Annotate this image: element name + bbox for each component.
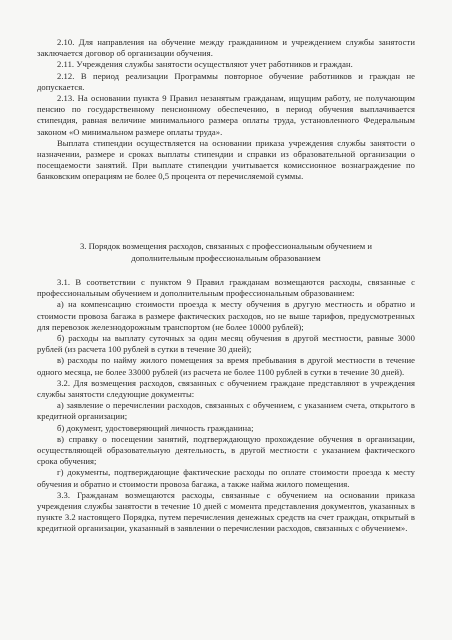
- paragraph-3-2-c: в) справку о посещении занятий, подтверждающую прохождение обучения в организации, осуществляющей образовательную деятельность, в другой местности с указанием фактического срока обучения;: [37, 433, 415, 467]
- paragraph-2-11: 2.11. Учреждения службы занятости осуществляют учет работников и граждан.: [57, 59, 353, 70]
- section-3-heading-line-1: 3. Порядок возмещения расходов, связанных с профессиональным обучением и: [80, 241, 372, 251]
- paragraph-3-2-a: а) заявление о перечислении расходов, связанных с обучением, с указанием счета, открытого в кредитной организации;: [37, 400, 415, 422]
- paragraph-3-1-b: б) расходы на выплату суточных за один месяц обучения в другой местности, равные 3000 рублей (из расчета 100 рублей в сутки в течение 30 дней);: [37, 333, 415, 355]
- section-3-heading: [40, 241, 412, 264]
- paragraph-3-1-c: в) расходы по найму жилого помещения за время пребывания в другой местности в течение одного месяца, не более 33000 рублей (из расчета не более 1100 рублей в сутки в течение 30 дней).: [37, 355, 415, 377]
- paragraph-3-2: 3.2. Для возмещения расходов, связанных с обучением граждане представляют в учреждения службы занятости следующие документы:: [37, 377, 415, 400]
- paragraph-3-1: 3.1. В соответствии с пунктом 9 Правил гражданам возмещаются расходы, связанные с профессиональным обучением и дополнительным профессиональным образованием:: [37, 277, 415, 299]
- paragraph-2-13-stipend: Выплата стипендии осуществляется на основании приказа учреждения службы занятости о назначении, размере и сроках выплаты стипендии и справки из образовательной организации о посещаемости занятий. При выплате стипендии учитывается комиссионное вознаграждение по банковским операциям не более 0,5 процента от перечисляемой суммы.: [37, 137, 415, 182]
- paragraph-2-12: 2.12. В период реализации Программы повторное обучение работников и граждан не допускается.: [37, 70, 415, 92]
- paragraph-3-2-d: г) документы, подтверждающие фактические расходы по оплате стоимости проезда к месту обучения и обратно и стоимости провоза багажа, а также найма жилого помещения.: [37, 467, 415, 489]
- paragraph-2-13: 2.13. На основании пункта 9 Правил незанятым гражданам, ищущим работу, не получающим пенсию по государственному пенсионному обеспечению, в период обучения выплачивается стипендия, равная величине минимального размера оплаты труда, установленного Федеральным законом «О минимальном размере оплаты труда».: [37, 93, 415, 137]
- paragraph-2-10: 2.10. Для направления на обучение между гражданином и учреждением службы занятости заключается договор об организации обучения.: [37, 37, 415, 59]
- section-3-heading-line-2: дополнительным профессиональным образованием: [131, 252, 321, 263]
- paragraph-3-1-a: а) на компенсацию стоимости проезда к месту обучения в другую местность и обратно и стоимости провоза багажа в размере фактических расходов, но не выше тарифов, предусмотренных для перевозок железнодорожным транспортом (не более 10000 рублей);: [37, 299, 415, 332]
- paragraph-3-2-b: б) документ, удостоверяющий личность гражданина;: [57, 422, 254, 433]
- section-3-body: [37, 277, 415, 535]
- section-2-tail: [37, 37, 415, 183]
- paragraph-3-3: 3.3. Гражданам возмещаются расходы, связанные с обучением на основании приказа учреждения службы занятости в течение 10 дней с момента представления документов, указанных в пункте 3.2 настоящего Порядка, путем перечисления денежных средств на счет граждан, открытый в кредитной организации, указанный в заявлении о перечислении расходов, связанных с обучением».: [37, 489, 415, 534]
